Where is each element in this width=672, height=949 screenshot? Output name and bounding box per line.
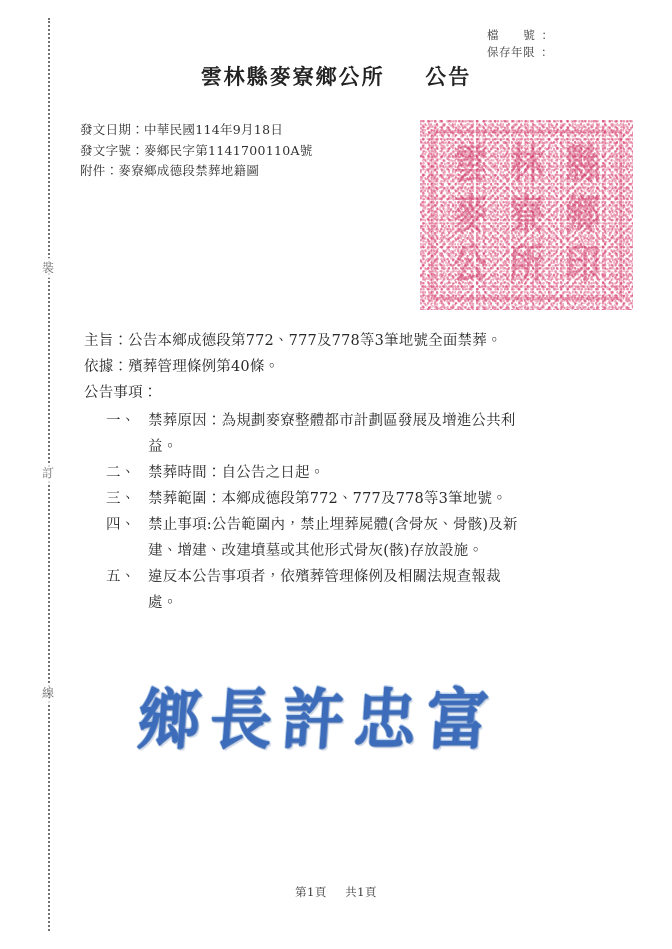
- signature-char: 長: [207, 680, 275, 759]
- subject-line: 主旨：公告本鄉成德段第772、777及778等3筆地號全面禁葬。: [84, 333, 502, 349]
- item-marker: 四、: [106, 517, 136, 533]
- item-line: 處。: [148, 595, 178, 611]
- item-marker: 三、: [106, 491, 136, 507]
- list-item: [106, 512, 584, 564]
- item-line: 禁止事項:公告範圍內，禁止埋葬屍體(含骨灰、骨骸)及新: [148, 517, 518, 533]
- document-number: 發文字號：麥鄉民字第1141700110A號: [80, 142, 313, 158]
- retention-colon: ：: [541, 45, 554, 59]
- retention-label: 保存年限: [487, 45, 535, 59]
- signature-char: 鄉: [135, 680, 203, 759]
- seal-char: 印: [565, 240, 600, 290]
- announcement-items-list: [84, 408, 584, 616]
- seal-char: 麥: [453, 190, 488, 240]
- page-title: [0, 62, 672, 92]
- file-number-label-2: 號: [523, 28, 536, 42]
- seal-character-grid: [442, 140, 611, 290]
- page-footer: [0, 884, 672, 900]
- archive-fields: [487, 27, 553, 61]
- seal-char: 所: [509, 240, 544, 290]
- file-number-field: [487, 27, 553, 44]
- seal-char: 縣: [565, 140, 600, 190]
- signature-char: 許: [279, 680, 347, 759]
- retention-period-field: [487, 44, 553, 61]
- list-item: [106, 408, 584, 460]
- signature-char: 忠: [351, 680, 419, 759]
- item-line: 違反本公告事項者，依殯葬管理條例及相關法規查報裁: [148, 569, 501, 585]
- item-line: 禁葬時間：自公告之日起。: [148, 465, 325, 481]
- binding-mark-2: 訂: [35, 463, 61, 483]
- legal-basis-line: 依據：殯葬管理條例第40條。: [84, 359, 280, 375]
- item-text: [148, 564, 584, 616]
- item-line: 益。: [148, 439, 178, 455]
- signature-stamp: [135, 668, 491, 772]
- document-type: 公告: [425, 64, 472, 89]
- item-line: 禁葬原因：為規劃麥寮整體都市計劃區發展及增進公共利: [148, 413, 516, 429]
- item-text: [148, 408, 584, 460]
- file-number-colon: ：: [541, 28, 554, 42]
- list-item: [106, 486, 584, 512]
- seal-char: 雲: [453, 140, 488, 190]
- item-text: [148, 486, 584, 512]
- attachment-line: 附件：麥寮鄉成德段禁葬地籍圖: [80, 163, 260, 178]
- seal-char: 公: [453, 240, 488, 290]
- item-marker: 一、: [106, 413, 136, 429]
- signature-char: 富: [423, 680, 491, 759]
- item-text: [148, 512, 584, 564]
- binding-mark-3: 線: [35, 683, 61, 703]
- item-marker: 二、: [106, 465, 136, 481]
- document-body: [84, 328, 584, 616]
- total-page-count: 共1頁: [345, 885, 377, 899]
- announcement-items-heading: 公告事項：: [84, 385, 158, 401]
- official-seal-stamp: [420, 120, 633, 310]
- file-number-label-1: 檔: [487, 28, 499, 42]
- seal-char: 寮: [509, 190, 544, 240]
- seal-char: 林: [509, 140, 544, 190]
- item-line: 禁葬範圍：本鄉成德段第772、777及778等3筆地號。: [148, 491, 507, 507]
- item-text: [148, 460, 584, 486]
- list-item: [106, 460, 584, 486]
- issuing-agency-name: 雲林縣麥寮鄉公所: [200, 64, 385, 89]
- binding-mark-1: 裝: [35, 258, 61, 278]
- binding-margin: [36, 18, 62, 931]
- document-metadata: [80, 120, 313, 182]
- list-item: [106, 564, 584, 616]
- item-marker: 五、: [106, 569, 136, 585]
- seal-char: 鄉: [565, 190, 600, 240]
- current-page-number: 第1頁: [295, 885, 327, 899]
- item-line: 建、增建、改建墳墓或其他形式骨灰(骸)存放設施。: [148, 543, 484, 559]
- issue-date: 發文日期：中華民國114年9月18日: [80, 122, 284, 137]
